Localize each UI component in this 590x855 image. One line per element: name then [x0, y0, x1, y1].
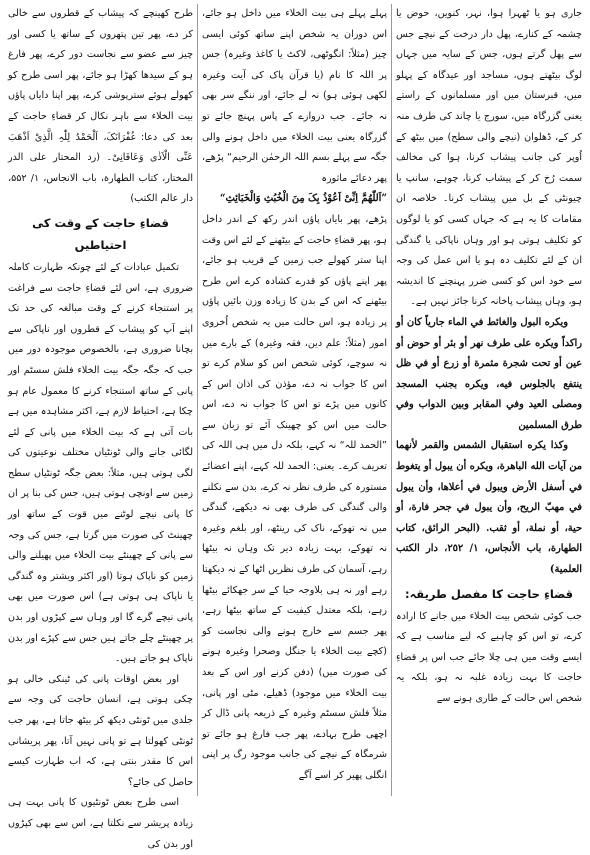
- section-heading: قضاءِ حاجت کے وقت کی احتیاطیں: [32, 215, 169, 252]
- section-heading: قضاءِ حاجت کا مفصل طریقہ:: [404, 586, 574, 601]
- column-left: [4, 4, 198, 850]
- arabic-dua: ”اَللّٰهُمَّ اِنِّیْ اَعُوْذُ بِکَ مِنَ الْخُبُثِ وَالْخَبَائِثِ“: [219, 193, 387, 205]
- paragraph: تکمیل عبادات کے لئے چونکہ طہارت کاملہ ضروری ہے، اس لئے قضاءِ حاجت سے فراغت پر استنجاء کرنے کے وقت مبالغہ کی حد تک اپنے آپ کو پیشاب کے قطروں اور ناپاکی سے بچانا ضروری ہے، بالخصوص موجودہ دور میں جب کہ جگہ جگہ بیت الخلاء فلش سسٹم اور پانی کے ساتھ استنجاء کرنے کا معمول عام ہو چکا ہے، احتیاط لازم ہے، اکثر مشاہدہ میں ہے بات آتی ہے کہ بیت الخلاء میں پانی کے لئے لگائی جانے والی ٹونٹیاں مختلف نوعیتوں کی لگی ہوتی ہیں، مثلاً: بعض جگہ ٹونٹیاں سطح زمین سے اونچی ہوتی ہیں، جس کی بنا پر ان کا پانی نیچے لوٹنے میں قوت کے ساتھ اور چھینٹ کی صورت میں گرتا ہے، جس کی وجہ سے پانی کے چھینٹے بیت الخلاء میں پھیلنے والی زمین کو ناپاک ہوتا (اور اکثر ویشتر وہ گندگی یا ناپاک ہی ہوتی ہے) اس صورت میں بھی پانی نیچے گرے گا اور وہاں سے کپڑوں اور بدن پر چھینٹے چلے جاتے ہیں جس سے کپڑے اور بدن ناپاک ہو جاتے ہیں۔: [8, 261, 193, 665]
- column-right: [392, 4, 586, 796]
- paragraph: پڑھے، پھر بایاں پاؤں اندر رکھ کے اندر داخل ہو، پھر قضاءِ حاجت کے بیٹھنے کے لئے اس وقت اپنا ستر کھولے جب زمین کے قریب ہو جائے، پھر اپنے پاؤں کو قدرے کشادہ کرے اس طرح بیٹھنے کہ اس کے بدن کا زیادہ وزن بائیں پاؤں پر زیادہ ہو، اس حالت میں یہ شخص اُخروی امور (مثلاً: علم دین، فقہ وغیرہ) کے بارے میں نہ سوچے، کوئی شخص اس کو سلام کرے تو اس کا جواب نہ دے، مؤذن کی اذان اس کے کانوں میں پڑے تو اس کا جواب نہ دے، اس حالت میں اس کو چھینک آئے تو زبان سے ”الحمد للہ“ نہ کہے، بلکہ دل میں ہی اللہ کی تعریف کرے۔ یعنی: الحمد للہ کہے، اپنے اعضائے مستورہ کی طرف نظر نہ کرے، بدن سے نکلنے والی گندگی کی طرف بھی نہ دیکھے، گندگی میں نہ تھوکے، ناک کی رینٹھ، اور بلغم وغیرہ نہ تھوکے، بہت زیادہ دیر تک وہاں نہ بیٹھا رہے، آسمان کی طرف نظریں اٹھا کے نہ دیکھتا رہے اور نہ ہی بلاوجہ حیا کے سر جھکائے بیٹھا رہے، بلکہ معتدل کیفیت کے ساتھ بیٹھا رہے، پھر جسم سے خارج ہونے والی نجاست کو (کچے بیت الخلاء یا جنگل وصحرا وغیرہ ہونے کی صورت میں) (دفن کرنے اور اس کے بعد بیت الخلاء میں موجود) ڈھیلے، مٹی اور پانی، مثلاً فلش سسٹم وغیرہ کے ذریعہ پانی ڈال کر اچھی طرح بہادے، پھر جب فارغ ہو جائے تو شرمگاہ کے نیچے کی جانب موجود رگ پر اپنی انگلی پھیر کر اسے آگے: [202, 213, 387, 781]
- paragraph: اسی طرح بعض ٹونٹیوں کا پانی بہت ہی زیادہ پریشر سے نکلتا ہے، اس سے بھی کپڑوں اور بدن کی: [8, 797, 193, 850]
- column-middle: [198, 4, 392, 796]
- paragraph: جاری ہو یا ٹھہرا ہوا، نہر، کنویں، حوض یا چشمہ کے کنارے، پھل دار درخت کے نیچے جس سے پھل گرتے ہوں، جس کے سایہ میں جہاں لوگ بیٹھتے ہوں، مساجد اور عیدگاہ کے پہلو میں، قبرستان میں اور مسلمانوں کے راستے یعنی گزرگاہ میں، سورج یا چاند کی طرف منہ کر کے، ڈھلوان (نیچے والی سطح) میں بیٹھ کے اُوپر کی جانب پیشاب کرنا، ہوا کی مخالف سمت رُخ کر کے پیشاب کرنا، چوہے، سانپ یا چیونٹی کے بل میں پیشاب کرنا۔ خلاصہ ان مقامات کا یہ ہے کہ جہاں کسی کو یا لوگوں کو تکلیف ہوتی ہو اور وہاں ناپاکی یا گندگی ان کے لئے تکلیف دہ ہو یا اس عمل کی وجہ سے خود اس کو کسی ضرر پہنچنے کا اندیشہ ہو، وہاں پیشاب پاخانہ کرنا جائز نہیں ہے۔: [396, 8, 582, 308]
- paragraph: اور بعض اوقات پانی کی ٹینکی خالی ہو چکی ہوتی ہے، انسان حاجت کی وجہ سے جلدی میں ٹونٹی دیکھ کر بیٹھ جاتا ہے، پھر جب ٹونٹی کھولتا ہے تو پانی نہیں آتا، پھر پریشانی اس کا مقدر بنتی ہے، کہ اب طہارت کیسے حاصل کی جائے؟: [8, 673, 193, 788]
- arabic-quote: وكذا يكره استقبال الشمس والقمر لأنهما من آيات الله الباهرة، ويكره أن يبول أو يتغوط في أسفل الأرض ويبول في أعلاها، وأن يبول في مهبّ الريح، وأن يبول في جحر فارة، أو حية، أو نملة، أو ثقب. (البحر الرائق، كتاب الطهارة، باب الأنجاس، ١/ ٢٥٢، دار الكتب العلمية): [396, 440, 582, 576]
- paragraph: طرح کھینچے کہ پیشاب کے قطروں سے خالی کر دے، پھر تین پتھروں کے ساتھ یا کسی اور چیز سے عضو سے نجاست دور کرے، پھر فارغ ہو کے سیدھا کھڑا ہو جائے، پھر اسی طرح کو کھولے ہوئے سترپوشی کرے، پھر اپنا دایاں پاؤں بیت الخلاء سے باہر نکال کر قضاءِ حاجت کے بعد کی دعا: غُفْرَانَکَ، اَلْحَمْدُ لِلّٰہِ الَّذِیْ اَذْهَبَ عَنِّی الْاَذٰی وَعَافَانِیْ۔ (رد المحتار علی الدر المختار، کتاب الطهارة، باب الانجاس، ۱/ ۵۵۲، دار عالم الکتب): [8, 8, 193, 205]
- paragraph: جب کوئی شخص بیت الخلاء میں جانے کا ارادہ کرے، تو اس کو چاہیے کہ لیے مناسب ہے کہ ایسے وقت میں ہی چلا جائے جب اس پر قضاءِ حاجت کا بہت زیادہ غلبہ نہ ہو، بلکہ یہ شخص اس حالت کے طاری ہونے سے: [396, 610, 582, 704]
- paragraph: پہلے پہلے ہی بیت الخلاء میں داخل ہو جائے، اس دوران یہ شخص اپنے ساتھ کوئی ایسی چیز (مثلاً: انگوٹھی، لاکٹ یا کاغذ وغیرہ) جس پر اللہ کا نام (یا قرآن پاک کی آیت وغیرہ لکھی ہوئی ہو) نہ لے جائے، اور ننگے سر بھی نہ جائے۔ جب دروازے کے پاس پہنچ جائے تو گزرگاہ یعنی بیت الخلاء میں داخل ہونے والی جگہ سے پہلے بسم اللہ الرحمٰن الرحیم“ پڑھے، پھر دعائے ماثورہ: [202, 8, 387, 184]
- arabic-quote: ويكره البول والغائط في الماء جارياً كان أو راكداً ويكره على طرف نهر أو بئر أو حوض أو عين أو تحت شجرة مثمرة أو زرع أو في ظل ينتفع بالجلوس فيه، ويكره بجنب المسجد ومصلى العيد وفي المقابر وبين الدواب وفي طرق المسلمين: [396, 316, 582, 431]
